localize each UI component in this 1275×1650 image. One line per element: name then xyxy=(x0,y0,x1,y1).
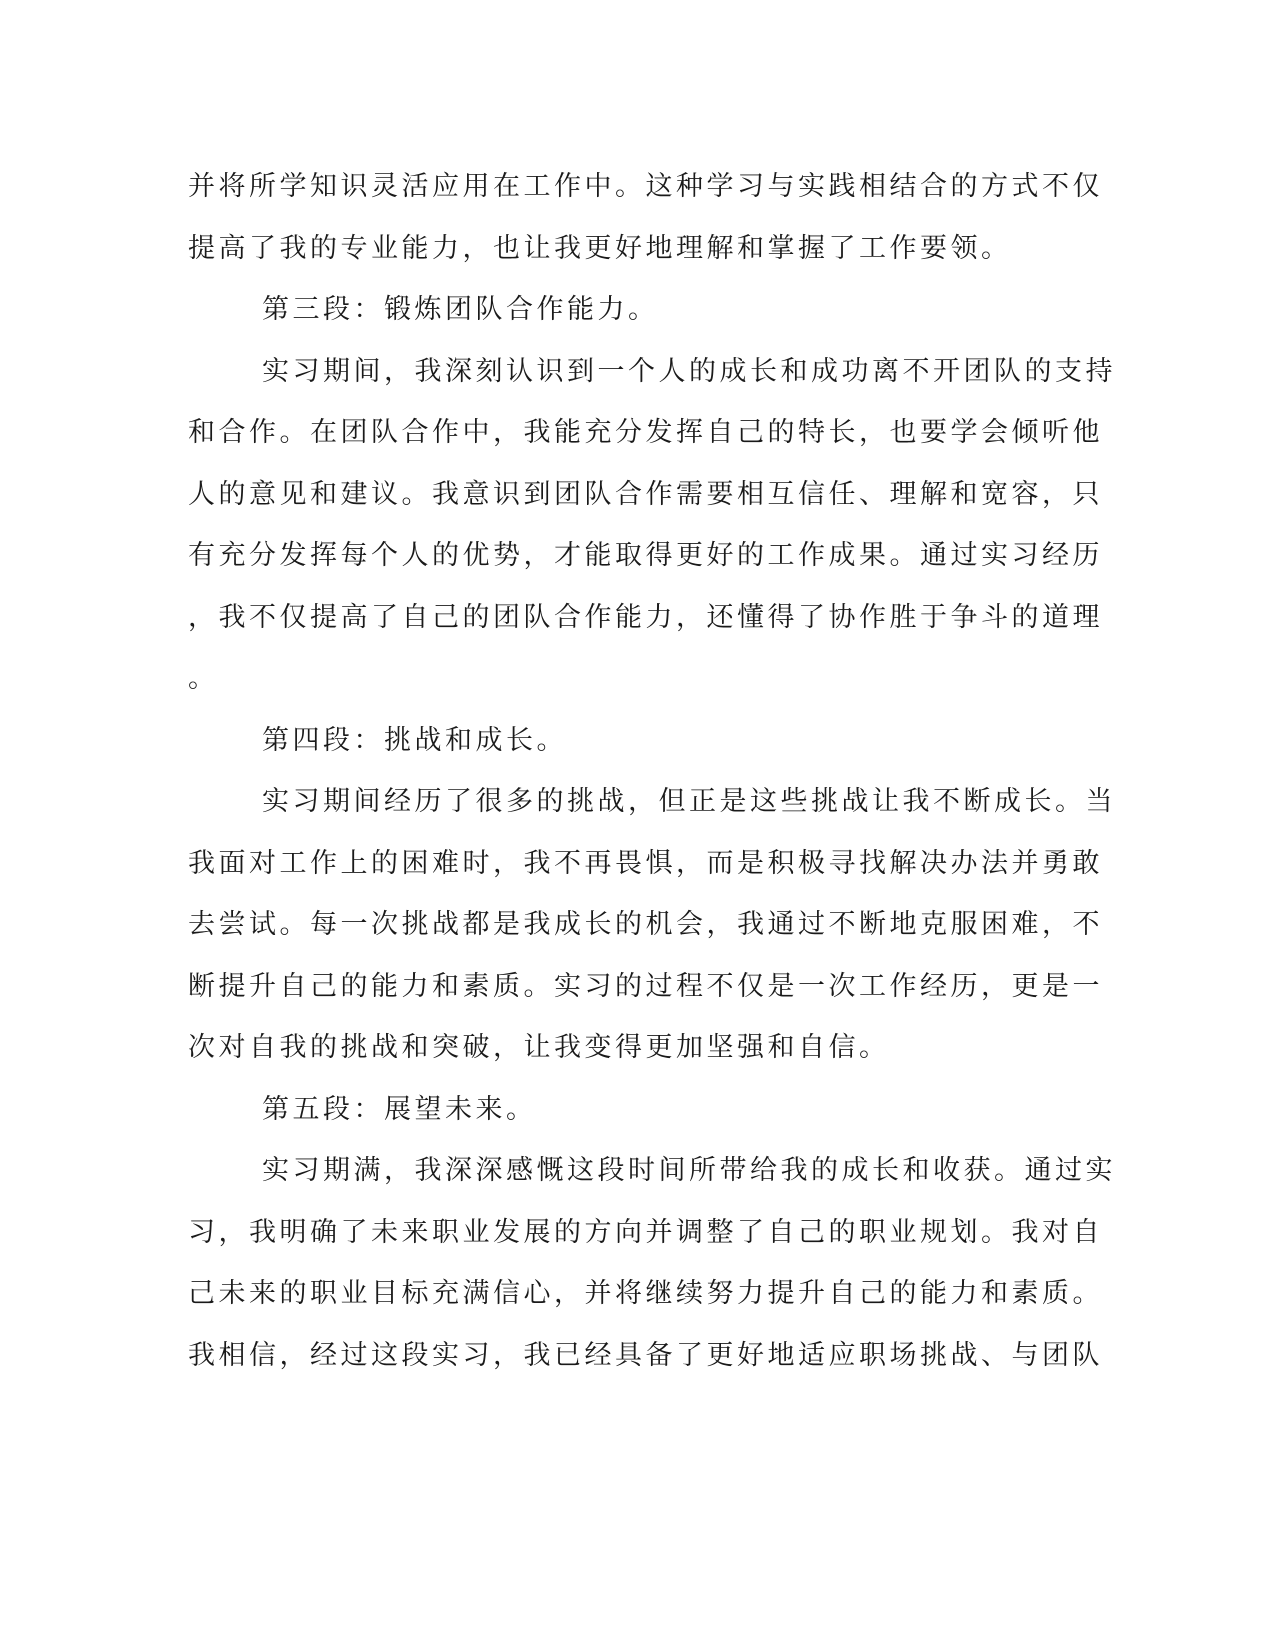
paragraph-line: 人的意见和建议。我意识到团队合作需要相互信任、理解和宽容，只 xyxy=(188,478,1103,510)
paragraph-line: 我面对工作上的困难时，我不再畏惧，而是积极寻找解决办法并勇敢 xyxy=(188,847,1103,879)
paragraph-line: 己未来的职业目标充满信心，并将继续努力提升自己的能力和素质。 xyxy=(188,1278,1103,1309)
paragraph-line: 实习期间，我深刻认识到一个人的成长和成功离不开团队的支持 xyxy=(262,355,1116,387)
paragraph-line: 提高了我的专业能力，也让我更好地理解和掌握了工作要领。 xyxy=(188,232,1012,264)
paragraph-line: 我相信，经过这段实习，我已经具备了更好地适应职场挑战、与团队 xyxy=(188,1339,1103,1371)
paragraph-line: 有充分发挥每个人的优势，才能取得更好的工作成果。通过实习经历 xyxy=(188,540,1103,571)
section-heading-4: 第四段：挑战和成长。 xyxy=(262,724,567,756)
paragraph-line: 去尝试。每一次挑战都是我成长的机会，我通过不断地克服困难，不 xyxy=(188,909,1103,940)
section-heading-5: 第五段：展望未来。 xyxy=(262,1093,537,1125)
paragraph-line: 习，我明确了未来职业发展的方向并调整了自己的职业规划。我对自 xyxy=(188,1216,1103,1248)
paragraph-line: 和合作。在团队合作中，我能充分发挥自己的特长，也要学会倾听他 xyxy=(188,417,1103,448)
paragraph-line: 实习期间经历了很多的挑战，但正是这些挑战让我不断成长。当 xyxy=(262,786,1116,817)
paragraph-line: 并将所学知识灵活应用在工作中。这种学习与实践相结合的方式不仅 xyxy=(188,171,1103,202)
document-body xyxy=(188,156,1116,1386)
paragraph-line: 断提升自己的能力和素质。实习的过程不仅是一次工作经历，更是一 xyxy=(188,970,1103,1002)
paragraph-line: 次对自我的挑战和突破，让我变得更加坚强和自信。 xyxy=(188,1032,890,1063)
paragraph-line: 。 xyxy=(188,663,219,694)
paragraph-line: ，我不仅提高了自己的团队合作能力，还懂得了协作胜于争斗的道理 xyxy=(188,601,1103,633)
paragraph-line: 实习期满，我深深感慨这段时间所带给我的成长和收获。通过实 xyxy=(262,1155,1116,1186)
section-heading-3: 第三段：锻炼团队合作能力。 xyxy=(262,294,659,325)
